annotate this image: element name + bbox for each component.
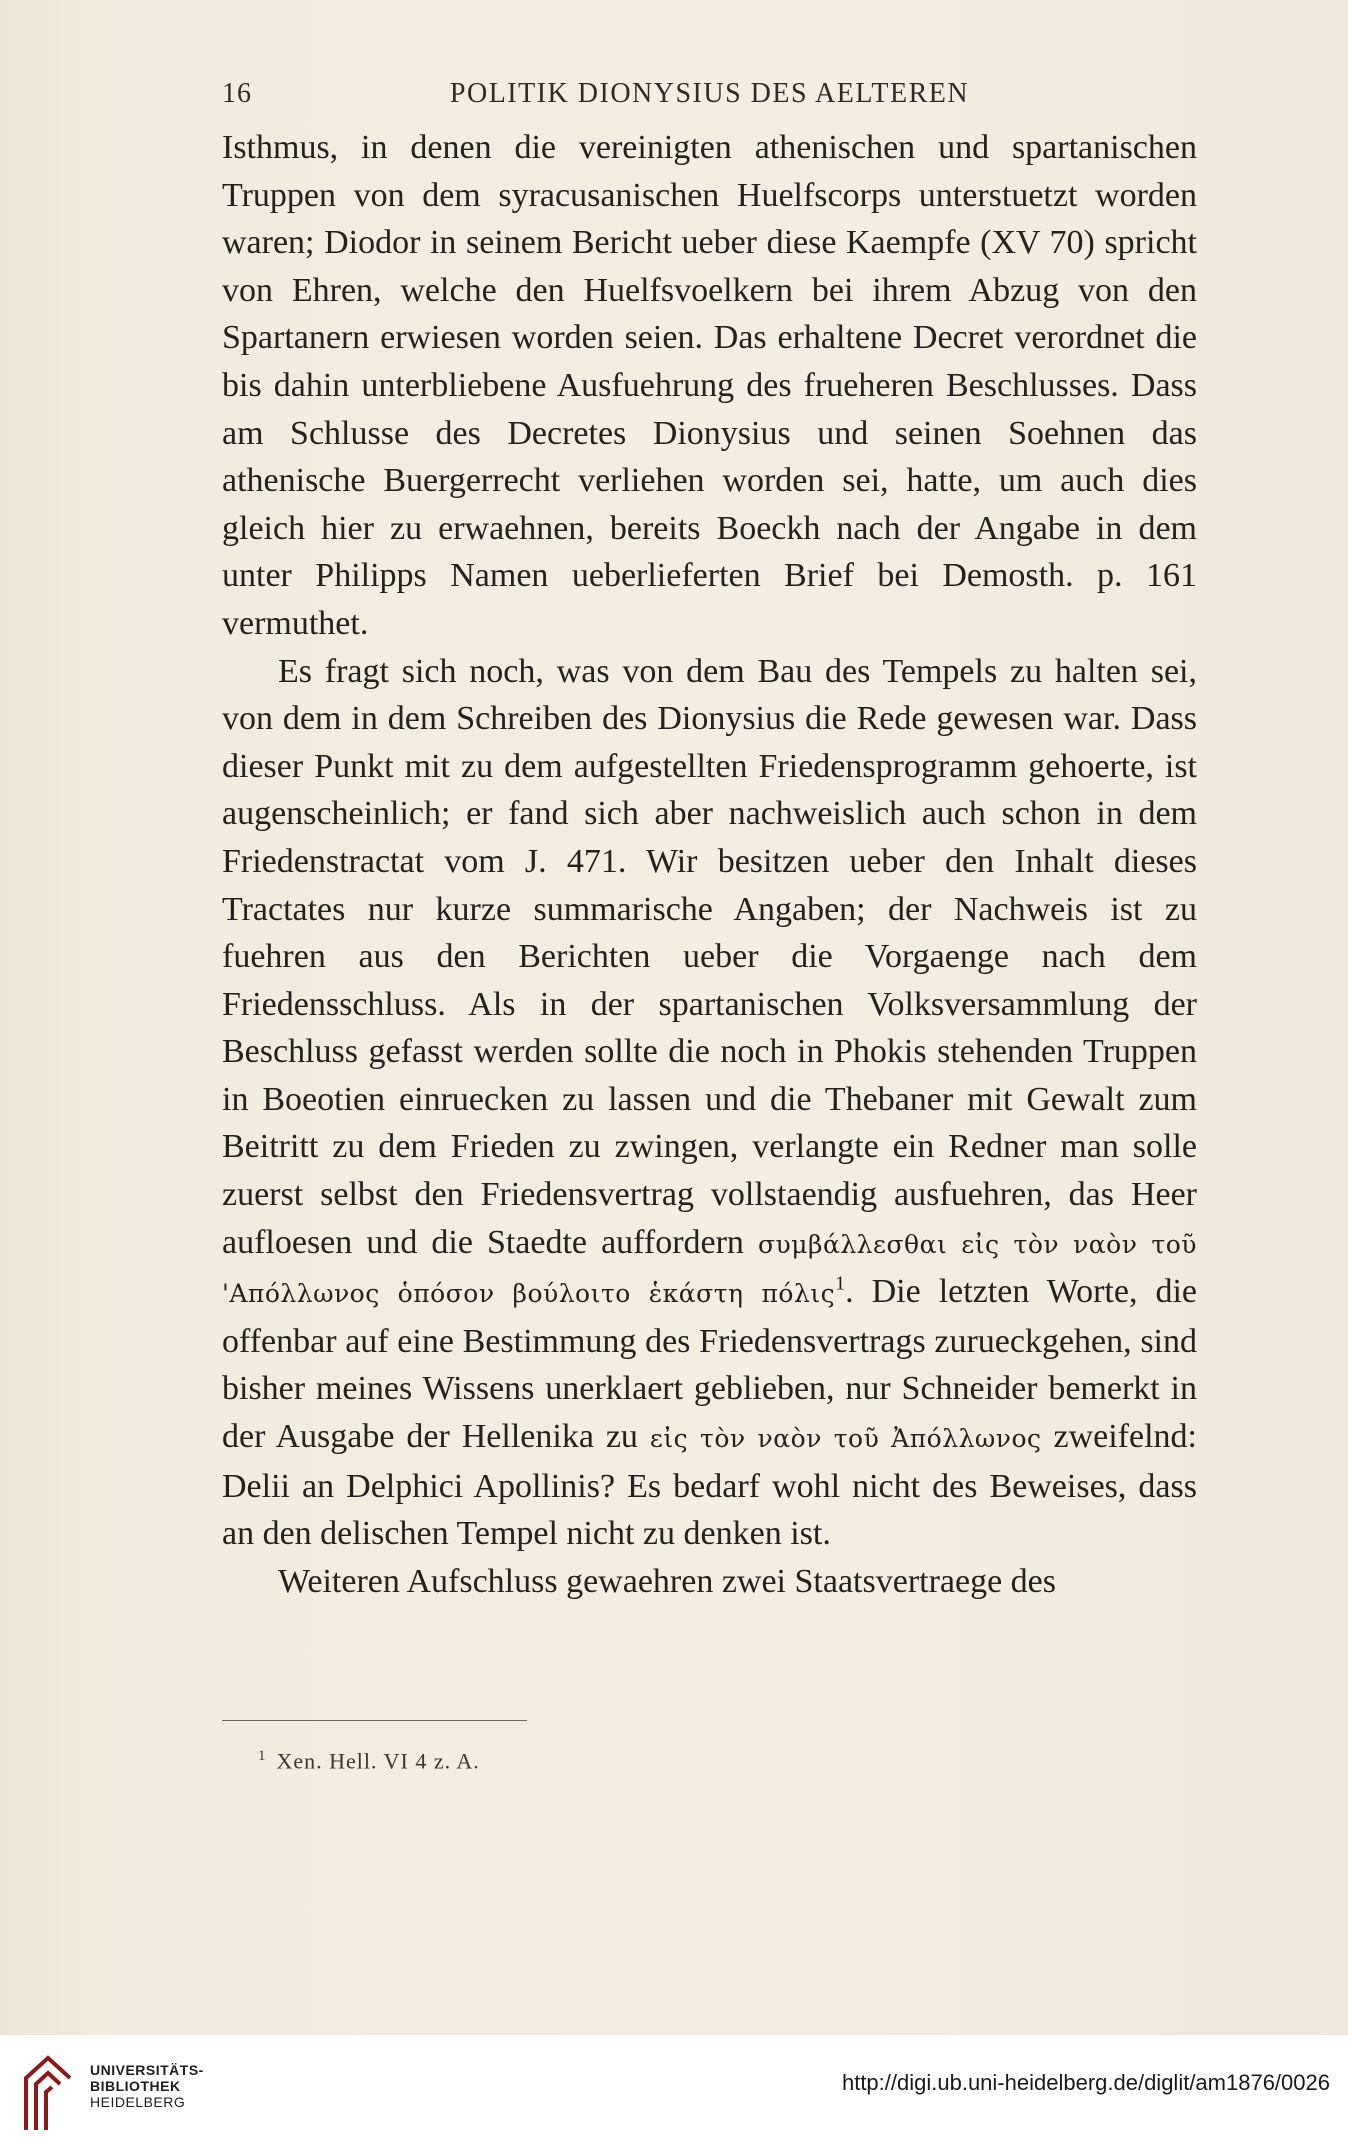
logo-stroke-inner	[46, 2087, 52, 2130]
paragraph-2-text-b: . Die letzten Worte, die offenbar auf eine Bestimmung des Friedensvertrags zurueckgehen, sind bisher meines Wissens unerklaert geblieben, nur Schneider bemerkt in der Ausgabe der Hellenika zu	[222, 1273, 1197, 1456]
footnote	[258, 1748, 480, 1774]
paragraph-2-text-c: zweifelnd: Delii an Delphici Apollinis? Es bedarf wohl nicht des Beweises, dass an den delischen Tempel nicht zu denken ist.	[222, 1418, 1197, 1553]
library-name-line3: HEIDELBERG	[90, 2094, 186, 2110]
paragraph-2-text-a: Es fragt sich noch, was von dem Bau des Tempels zu halten sei, von dem in dem Schreiben des Dionysius die Rede gewesen war. Dass dieser Punkt mit zu dem aufgestellten Friedensprogramm gehoerte, ist augenscheinlich; er fand sich aber nachweislich auch schon in dem Friedenstractat vom J. 471. Wir besitzen ueber den Inhalt dieses Tractates nur kurze summarische Angaben; der Nachweis ist zu fuehren aus den Berichten ueber die Vorgaenge nach dem Friedensschluss. Als in der spartanischen Volksversammlung der Beschluss gefasst werden sollte die noch in Phokis stehenden Truppen in Boeotien einruecken zu lassen und die Thebaner mit Gewalt zum Beitritt zu dem Frieden zu zwingen, verlangte ein Redner man solle zuerst selbst den Friedensvertrag vollstaendig ausfuehren, das Heer aufloesen und die Staedte auffordern	[222, 652, 1197, 1261]
library-name	[90, 2062, 204, 2110]
page-header	[222, 78, 1197, 118]
footnote-divider	[222, 1720, 527, 1721]
library-name-line2: BIBLIOTHEK	[90, 2078, 181, 2094]
paragraph-3: Weiteren Aufschluss gewaehren zwei Staatsvertraege des	[278, 1562, 1056, 1600]
running-title: POLITIK DIONYSIUS DES AELTEREN	[449, 78, 970, 109]
footnote-mark: 1	[258, 1748, 267, 1764]
page-number: 16	[222, 78, 252, 109]
greek-quote-2: εἰς τὸν ναὸν τοῦ Ἀπόλλωνος	[649, 1424, 1042, 1454]
library-name-line1: UNIVERSITÄTS-	[90, 2062, 204, 2078]
footnote-reference[interactable]: 1	[835, 1272, 846, 1295]
source-url-link[interactable]: http://digi.ub.uni-heidelberg.de/diglit/am1876/0026	[841, 2070, 1330, 2095]
footnote-text: Xen. Hell. VI 4 z. A.	[276, 1748, 480, 1774]
greek-quote-1: συμβάλλεσθαι εἰς τὸν ναὸν τοῦ 'Απόλλωνος ὁπόσον βούλοιτο ἑκάστη πόλις	[222, 1229, 1197, 1309]
library-logo-icon[interactable]	[18, 2052, 78, 2134]
main-text	[222, 124, 1197, 1605]
paragraph-1: Isthmus, in denen die vereinigten athenischen und spartanischen Truppen von dem syracusanischen Huelfscorps unterstuetzt worden waren; Diodor in seinem Bericht ueber diese Kaempfe (XV 70) spricht von Ehren, welche den Huelfsvoelkern bei ihrem Abzug von den Spartanern erwiesen worden seien. Das erhaltene Decret verordnet die bis dahin unterbliebene Ausfuehrung des frueheren Beschlusses. Dass am Schlusse des Decretes Dionysius und seinen Soehnen das athenische Buergerrecht verliehen worden sei, hatte, um auch dies gleich hier zu erwaehnen, bereits Boeckh nach der Angabe in dem unter Philipps Namen ueberlieferten Brief bei Demosth. p. 161 vermuthet.	[222, 129, 1197, 642]
paragraph-2	[222, 648, 1197, 1558]
